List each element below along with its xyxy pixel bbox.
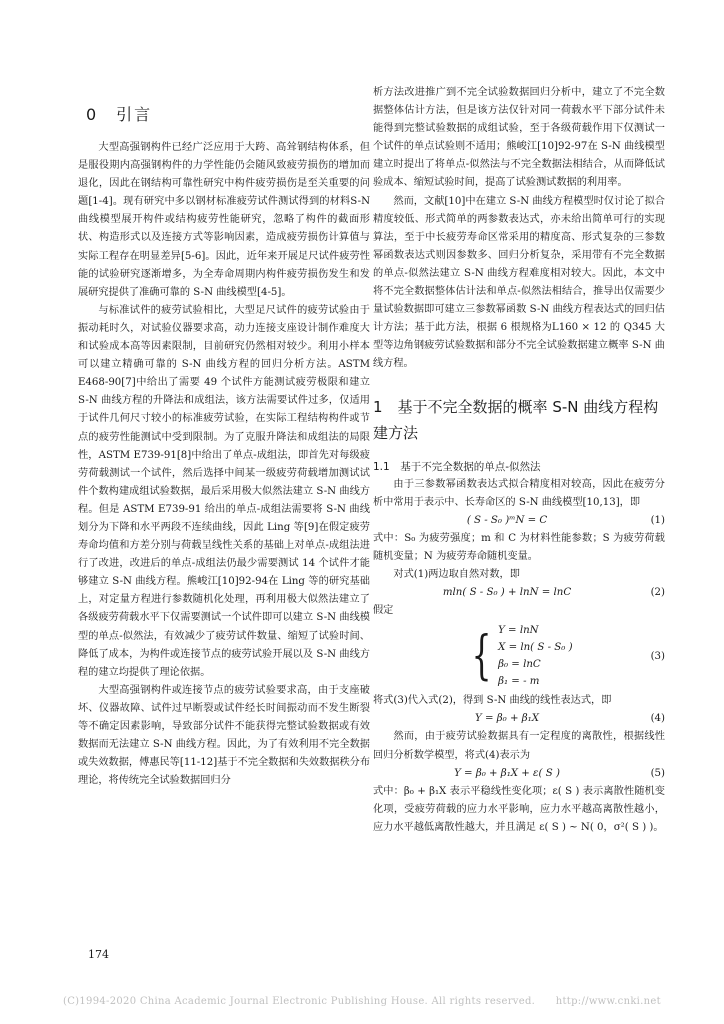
equation-3-lines — [498, 622, 572, 690]
page-number: 174 — [88, 948, 109, 961]
right-column — [373, 84, 665, 837]
subsection-heading-1-1: 1.1 基于不完全数据的单点-似然法 — [373, 460, 541, 473]
randomness-paragraph: 然而，由于疲劳试验数据具有一定程度的离散性，根据线性回归分析数学模型，将式(4)表示为 — [373, 731, 665, 761]
left-column — [78, 84, 370, 790]
section-heading-1: 1 基于不完全数据的概率 S-N 曲线方程构建方法 — [373, 397, 659, 442]
equation-1-description: 式中：S₀ 为疲劳强度；m 和 C 为材料性能参数；S 为疲劳荷载随机变量；N 为疲劳寿命随机变量。 — [373, 532, 665, 562]
equation-2-number: (2) — [650, 587, 665, 599]
continued-paragraph: 析方法改进推广到不完全试验数据回归分析中，建立了不完全数据整体估计方法，但是该方法仅针对同一荷载水平下部分试件未能得到完整试验数据的成组试验，至于各级荷载作用下仅测试一个试件的单点试验则不适用；熊峻江[10]92-97在 S-N 曲线模型建立时提出了将单点-似然法与不完全数据法相结合，从而降低试验成本、缩短试验时间，提高了试验测试数据的利用率。 — [373, 87, 665, 189]
intro-paragraph-3: 大型高强钢构件或连接节点的疲劳试验要求高，由于支座破坏、仪器故障、试件过早断裂或试件经长时间振动而不发生断裂等不确定因素影响，导致部分试件不能获得完整试验数据或有效数据而无法建立 S-N 曲线方程。因此，为了有效利用不完全数据或失效数据，傅惠民等[11-12]基于不完全数据和失效数据秩分布理论，将传统完全试验数据回归分 — [78, 684, 371, 787]
equation-5 — [373, 765, 665, 783]
intro-paragraph-2: 与标准试件的疲劳试验相比，大型足尺试件的疲劳试验由于振动耗时久，对试验仪器要求高，动力连接支座设计制作难度大和试验成本高等因素限制，目前研究仍然相对较少。利用小样本可以建立精确可靠的 S-N 曲线方程的回归分析方法。ASTM E468-90[7]中给出了需要 49 个试件方能测试疲劳极限和建立 S-N 曲线方程的升降法和成组法，该方法需要试件过多，仅适用于试件几何尺寸较小的标准疲劳试验，在实际工程结构构件或节点的疲劳性能测试中受到限制。为了克服升降法和成组法的局限性，ASTM E739-91[8]中给出了单点-成组法，即首先对每级疲劳荷载测试一个试件，然后选择中间某一级疲劳荷载增加测试试件个数构建成组试验数据，最后采用极大似然法建立 S-N 曲线方程。但是 ASTM E739-91 给出的单点-成组法需要将 S-N 曲线划分为下降和水平两段不连续曲线，因此 Ling 等[9]在假定疲劳寿命均值和方差分别与荷载呈线性关系的基础上对单点-成组法进行了改进，改进后的单点-成组法仍最少需要测试 14 个试件才能够建立 S-N 曲线方程。熊峻江[10]92-94在 Ling 等的研究基础上，对定量方程进行参数随机化处理，再利用极大似然法建立了各级疲劳荷载水平下仅需要测试一个试件即可以建立 S-N 曲线模型的单点-似然法，有效减少了疲劳试件数量、缩短了试验时间、降低了成本，为构件或连接节点的疲劳试验开展以及 S-N 曲线方程的建立均提供了理论依据。 — [78, 304, 370, 678]
equation-3-line: β₁ = - m — [498, 676, 540, 688]
equation-1-number: (1) — [650, 514, 665, 526]
equation-3 — [373, 622, 665, 690]
equation-2 — [373, 584, 665, 602]
equation-5-description: 式中：β₀ + β₁X 表示平稳线性变化项；ε( S ) 表示离散性随机变化项，受疲劳荷载的应力水平影响，应力水平越高离散性越小，应力水平越低离散性越大，并且满足 ε( S ) ~ N( 0，σ²( S ) )。 — [373, 785, 665, 833]
equation-5-number: (5) — [650, 767, 665, 779]
equation-3-line: Y = lnN — [498, 625, 539, 637]
model-intro-paragraph: 由于三参数幂函数表达式拟合精度相对较高，因此在疲劳分析中常用于表示中、长寿命区的 S-N 曲线模型[10,13]，即 — [373, 478, 665, 508]
equation-4-number: (4) — [650, 713, 665, 725]
equation-4-expression: Y = β₀ + β₁X — [475, 713, 539, 725]
left-brace-symbol: { — [471, 626, 492, 687]
substitution-paragraph: 将式(3)代入式(2)，得到 S-N 曲线的线性表达式，即 — [373, 695, 612, 707]
copyright-footer: (C)1994-2020 China Academic Journal Electronic Publishing House. All rights reserved. http://www.cnki.net — [63, 996, 661, 1007]
equation-5-expression: Y = β₀ + β₁X + ε( S ) — [454, 767, 560, 779]
assume-label: 假定 — [373, 605, 394, 617]
log-paragraph: 对式(1)两边取自然对数，即 — [393, 568, 520, 580]
method-paragraph: 然而，文献[10]中在建立 S-N 曲线方程模型时仅讨论了拟合精度较低、形式简单的两参数表达式，亦未给出简单可行的实现算法，至于中长疲劳寿命区常采用的精度高、形式复杂的三参数幂函数表达式则因参数多、回归分析复杂，采用带有不完全数据的单点-似然法建立 S-N 曲线方程难度相对较大。因此，本文中将不完全数据整体估计法和单点-似然法相结合，推导出仅需要少量试验数据即可建立三参数幂函数 S-N 曲线方程表达式的回归估计方法；基于此方法，根据 6 根规格为L160 × 12 的 Q345 大型等边角钢疲劳试验数据和部分不完全试验数据建立概率 S-N 曲线方程。 — [373, 195, 665, 370]
equation-3-line: β₀ = lnC — [498, 659, 541, 671]
equation-3-line: X = ln( S - S₀ ) — [498, 642, 573, 654]
equation-3-number: (3) — [650, 650, 665, 662]
intro-paragraph-1: 大型高强钢构件已经广泛应用于大跨、高耸钢结构体系，但是服役期内高强钢构件的力学性能仍会随风致疲劳损伤的增加而退化，因此在钢结构可靠性研究中构件疲劳损伤是至关重要的问题[1-4]。现有研究中多以钢材标准疲劳试件测试得到的材料S-N 曲线模型展开构件或结构疲劳性能研究，忽略了构件的截面形状、构造形式以及连接方式等影响因素，造成疲劳损伤计算值与实际工程存在明显差异[5-6]。因此，近年来开展足尺试件疲劳性能的试验研究逐渐增多，为全寿命周期内构件疲劳损伤发生和发展研究提供了准确可靠的 S-N 曲线模型[4-5]。 — [78, 142, 370, 298]
section-heading-introduction: 0 引言 — [86, 105, 153, 124]
equation-1 — [373, 512, 665, 530]
equation-2-expression: mln( S - S₀ ) + lnN = lnC — [442, 587, 572, 599]
equation-4 — [373, 710, 665, 728]
equation-1-expression: ( S - S₀ )ᵐN = C — [466, 514, 548, 526]
